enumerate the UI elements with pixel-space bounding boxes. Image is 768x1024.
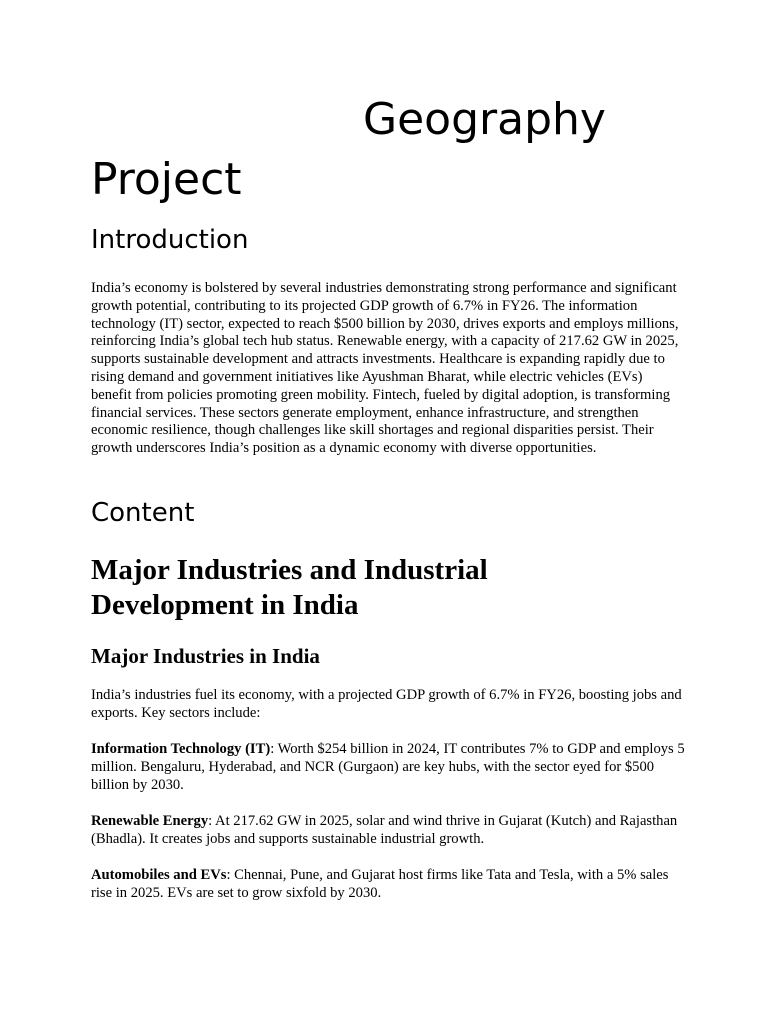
introduction-paragraph: India’s economy is bolstered by several industries demonstrating strong performance and significant growth potential, contributing to its projected GDP growth of 6.7% in FY26. The information technology (IT) sector, expected to reach $500 billion by 2030, drives exports and employs millions, reinforcing India’s global tech hub status. Renewable energy, with a capacity of 217.62 GW in 2025, supports sustainable development and attracts investments. Healthcare is expanding rapidly due to rising demand and government initiatives like Ayushman Bharat, while electric vehicles (EVs) benefit from policies promoting green mobility. Fintech, fueled by digital adoption, is transforming financial services. These sectors generate employment, enhance infrastructure, and strengthen economic resilience, though challenges like skill shortages and regional disparities persist. Their growth underscores India’s position as a dynamic economy with diverse opportunities.: [91, 280, 679, 457]
industry-item-text: : Chennai, Pune, and Gujarat host firms like Tata and Tesla, with a 5% sales rise in 2025. EVs are set to grow sixfold by 2030.: [91, 867, 669, 901]
industry-item-it: [91, 741, 686, 794]
industry-item-label: Renewable Energy: [91, 813, 209, 829]
section-heading: Major Industries and Industrial Development in India: [91, 554, 488, 621]
content-heading: Content: [91, 498, 195, 528]
industry-item-text: : At 217.62 GW in 2025, solar and wind thrive in Gujarat (Kutch) and Rajasthan (Bhadla). It creates jobs and supports sustainable industrial growth.: [91, 813, 678, 847]
industry-item-label: Automobiles and EVs: [91, 867, 227, 883]
document-title-line-2: Project: [91, 154, 242, 205]
industry-item-text: : Worth $254 billion in 2024, IT contributes 7% to GDP and employs 5 million. Bengaluru, Hyderabad, and NCR (Gurgaon) are key hubs, with the sector eyed for $500 billion by 2030.: [91, 741, 685, 793]
introduction-heading: Introduction: [91, 225, 249, 255]
subsection-heading: Major Industries in India: [91, 644, 320, 668]
subsection-intro-paragraph: India’s industries fuel its economy, with a projected GDP growth of 6.7% in FY26, boosting jobs and exports. Key sectors include:: [91, 687, 682, 721]
industry-item-label: Information Technology (IT): [91, 741, 271, 757]
document-title-line-1: Geography: [363, 94, 606, 145]
industry-item-renewable-energy: [91, 813, 686, 849]
industry-item-automobiles-evs: [91, 867, 686, 903]
